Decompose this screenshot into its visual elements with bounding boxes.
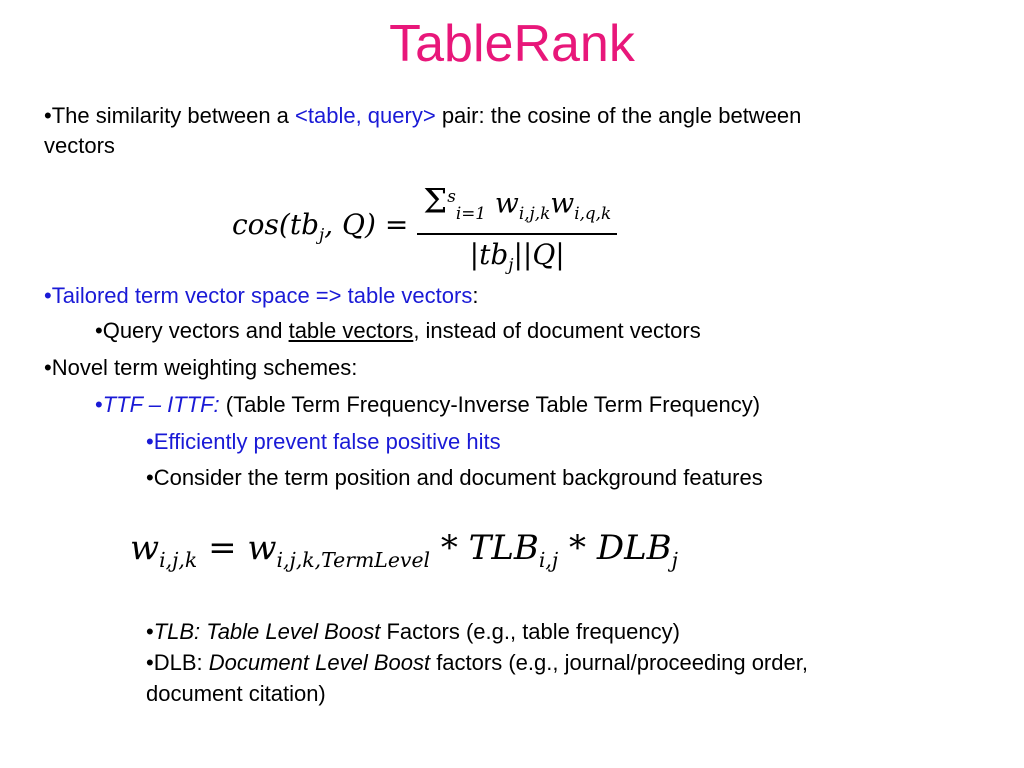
- dlb-label: Document Level Boost: [208, 650, 431, 675]
- bullet-ttf-ittf: [95, 390, 760, 420]
- bullet-text: (Table Term Frequency-Inverse Table Term Frequency): [219, 392, 761, 417]
- bullet-text: •Tailored term vector space => table vectors: [44, 283, 473, 308]
- bullet-similarity-continued: vectors: [44, 133, 115, 158]
- note-tlb: [146, 617, 680, 647]
- table-query-highlight: <table, query>: [295, 103, 436, 128]
- ttf-ittf-label: TTF – ITTF:: [102, 392, 220, 417]
- bullet-text: , instead of document vectors: [413, 318, 701, 343]
- bullet-dot: •: [146, 619, 154, 644]
- bullet-text: •Query vectors and: [95, 318, 289, 343]
- fraction-denominator: $|tb_j||Q|$: [469, 237, 565, 275]
- underlined-table-vectors: table vectors: [288, 318, 414, 343]
- bullet-prevent-false-positives: •Efficiently prevent false positive hits: [146, 429, 501, 454]
- slide-title: TableRank: [389, 15, 635, 73]
- tlb-label: TLB: Table Level Boost: [153, 619, 381, 644]
- weight-formula: $w_{i,j,k} = w_{i,j,k,TermLevel} * TLB_{i,j} * DLB_j$: [130, 528, 678, 572]
- bullet-dot: •: [44, 103, 52, 128]
- fraction-numerator: $\Sigma^s_{i=1}$ $w_{i,j,k}w_{i,q,k}$: [417, 178, 617, 235]
- bullet-dot: •: [95, 392, 103, 417]
- note-dlb-continued: document citation): [146, 681, 326, 706]
- bullet-text: factors (e.g., journal/proceeding order,: [430, 650, 808, 675]
- cosine-formula: $\cos(tb_j$, Q) = $\frac{\Sigma^s_{i=1} w_{i,j,k}w_{i,q,k}}{|tb_j||Q|}$: [232, 178, 617, 283]
- bullet-tailored-space: [44, 281, 478, 311]
- bullet-text: Factors (e.g., table frequency): [380, 619, 680, 644]
- bullet-text: •DLB:: [146, 650, 209, 675]
- note-dlb: [146, 648, 808, 678]
- cosine-fraction: [417, 178, 617, 283]
- bullet-text: pair: the cosine of the angle between: [435, 103, 802, 128]
- bullet-colon: :: [472, 283, 479, 308]
- bullet-text: The similarity between a: [51, 103, 296, 128]
- bullet-similarity: [44, 101, 801, 131]
- bullet-term-position: •Consider the term position and document background features: [146, 465, 763, 490]
- bullet-weighting-schemes: •Novel term weighting schemes:: [44, 355, 358, 380]
- bullet-query-vectors: [95, 316, 701, 346]
